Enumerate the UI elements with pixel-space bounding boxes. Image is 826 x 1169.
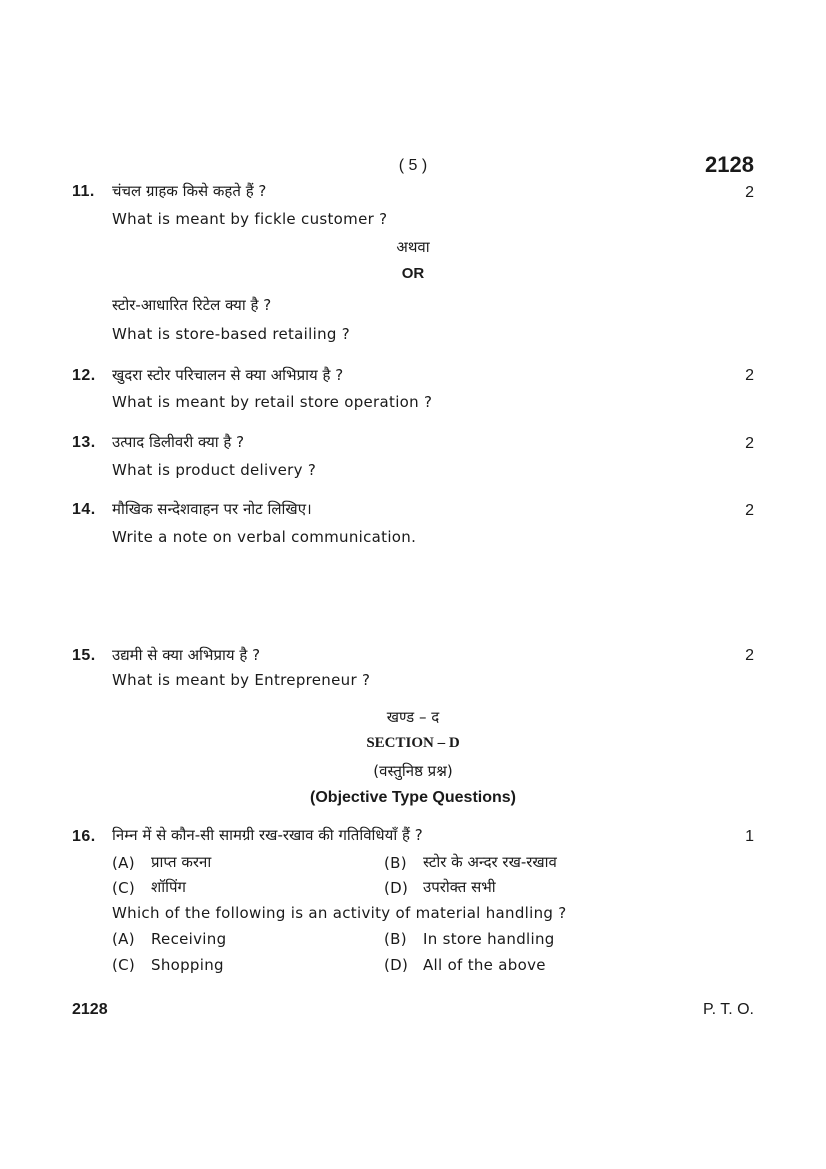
- option-label: (D): [384, 879, 409, 897]
- question-hindi: खुदरा स्टोर परिचालन से क्या अभिप्राय है ?: [112, 366, 344, 384]
- section-title: SECTION – D: [366, 735, 460, 751]
- question-marks: 2: [745, 502, 754, 519]
- question-number: 12.: [72, 367, 96, 384]
- question-english: What is product delivery ?: [112, 461, 317, 479]
- pto-label: P. T. O.: [703, 1001, 754, 1018]
- question-english: Which of the following is an activity of material handling ?: [112, 904, 567, 922]
- or-hindi: अथवा: [396, 238, 430, 256]
- option-label: (C): [112, 956, 136, 974]
- option-text: स्टोर के अन्दर रख-रखाव: [423, 853, 557, 871]
- question-marks: 2: [745, 184, 754, 201]
- question-hindi: निम्न में से कौन-सी सामग्री रख-रखाव की गतिविधियाँ हैं ?: [112, 826, 423, 844]
- question-hindi: उत्पाद डिलीवरी क्या है ?: [112, 433, 245, 451]
- question-hindi: उद्यमी से क्या अभिप्राय है ?: [112, 646, 261, 664]
- option-text: In store handling: [423, 930, 555, 948]
- question-number: 13.: [72, 434, 96, 451]
- question-marks: 2: [745, 647, 754, 664]
- question-hindi: चंचल ग्राहक किसे कहते हैं ?: [112, 182, 267, 200]
- question-alt-hindi: स्टोर-आधारित रिटेल क्या है ?: [112, 296, 272, 314]
- or-english: OR: [401, 265, 425, 282]
- option-text: Shopping: [151, 956, 224, 974]
- question-number: 14.: [72, 501, 96, 518]
- option-label: (B): [384, 854, 407, 872]
- option-label: (A): [112, 854, 135, 872]
- option-text: Receiving: [151, 930, 227, 948]
- question-marks: 2: [745, 367, 754, 384]
- question-number: 15.: [72, 647, 96, 664]
- option-label: (A): [112, 930, 135, 948]
- question-hindi: मौखिक सन्देशवाहन पर नोट लिखिए।: [112, 500, 312, 518]
- option-text: All of the above: [423, 956, 546, 974]
- question-marks: 2: [745, 435, 754, 452]
- paper-code: 2128: [705, 152, 754, 177]
- section-type-english: (Objective Type Questions): [310, 789, 516, 806]
- footer-code: 2128: [72, 1001, 108, 1018]
- option-label: (B): [384, 930, 407, 948]
- option-text: उपरोक्त सभी: [423, 878, 496, 896]
- section-type-hindi: (वस्तुनिष्ठ प्रश्न): [373, 762, 453, 780]
- page-number: ( 5 ): [398, 157, 428, 174]
- question-alt-english: What is store-based retailing ?: [112, 325, 351, 343]
- option-text: शॉपिंग: [151, 878, 186, 896]
- option-label: (C): [112, 879, 136, 897]
- question-english: Write a note on verbal communication.: [112, 528, 417, 546]
- question-english: What is meant by Entrepreneur ?: [112, 671, 371, 689]
- question-number: 11.: [72, 183, 95, 200]
- question-english: What is meant by retail store operation ?: [112, 393, 433, 411]
- question-english: What is meant by fickle customer ?: [112, 210, 388, 228]
- option-text: प्राप्त करना: [151, 853, 212, 871]
- question-marks: 1: [745, 828, 754, 845]
- option-label: (D): [384, 956, 409, 974]
- section-title-hindi: खण्ड – द: [386, 708, 440, 726]
- question-number: 16.: [72, 828, 96, 845]
